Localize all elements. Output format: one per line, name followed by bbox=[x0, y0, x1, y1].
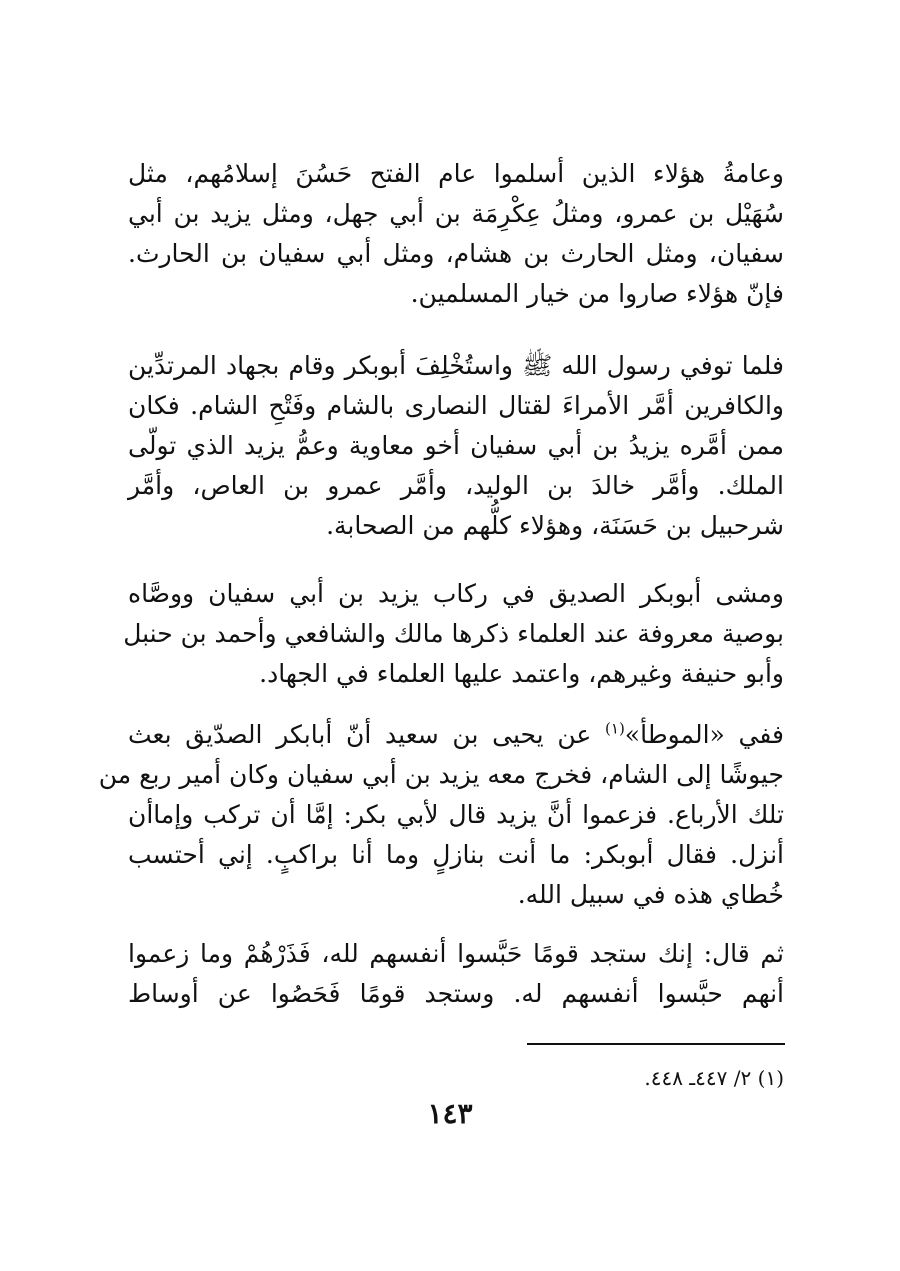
paragraph-line: أنزل. فقال أبوبكر: ما أنت بنازلٍ وما أنا براكبٍ. إني أحتسب bbox=[128, 840, 784, 869]
paragraph-line: فلما توفي رسول الله ﷺ واستُخْلِفَ أبوبكر وقام بجهاد المرتدِّين bbox=[128, 351, 784, 380]
paragraph-text: ففي «الموطأ» bbox=[624, 720, 784, 749]
paragraph-line: والكافرين أمَّر الأمراءَ لقتال النصارى بالشام وفَتْحِ الشام. فكان bbox=[128, 391, 784, 420]
paragraph-line: فإنّ هؤلاء صاروا من خيار المسلمين. bbox=[410, 279, 784, 308]
paragraph-line: وأبو حنيفة وغيرهم، واعتمد عليها العلماء في الجهاد. bbox=[259, 659, 784, 688]
paragraph-text: عن يحيى بن سعيد أنّ أبابكر الصدّيق بعث bbox=[128, 720, 606, 749]
paragraph-line: جيوشًا إلى الشام، فخرج معه يزيد بن أبي سفيان وكان أمير ربع من bbox=[98, 760, 784, 789]
paragraph-2 bbox=[128, 346, 784, 546]
paragraph-line: ثم قال: إنك ستجد قومًا حَبَّسوا أنفسهم لله، فَذَرْهُمْ وما زعموا bbox=[128, 939, 784, 968]
paragraph-line: ومشى أبوبكر الصديق في ركاب يزيد بن أبي سفيان ووصَّاه bbox=[128, 579, 784, 608]
paragraph-line: بوصية معروفة عند العلماء ذكرها مالك والشافعي وأحمد بن حنبل bbox=[123, 619, 784, 648]
paragraph-line: شرحبيل بن حَسَنَة، وهؤلاء كلُّهم من الصحابة. bbox=[326, 511, 784, 540]
paragraph-line: ممن أمَّره يزيدُ بن أبي سفيان أخو معاوية وعمُّ يزيد الذي تولّى bbox=[128, 431, 784, 460]
paragraph-line: وعامةُ هؤلاء الذين أسلموا عام الفتح حَسُنَ إسلامُهم، مثل bbox=[128, 159, 784, 188]
paragraph-line: أنهم حبَّسوا أنفسهم له. وستجد قومًا فَحَصُوا عن أوساط bbox=[128, 979, 784, 1008]
paragraph-line: سُهَيْل بن عمرو، ومثلُ عِكْرِمَة بن أبي جهل، ومثل يزيد بن أبي bbox=[128, 199, 784, 228]
footnote-reference[interactable]: (١) bbox=[605, 719, 625, 738]
paragraph-4 bbox=[98, 715, 784, 915]
paragraph-line: الملك. وأمَّر خالدَ بن الوليد، وأمَّر عمرو بن العاص، وأمَّر bbox=[128, 471, 784, 500]
paragraph-1 bbox=[128, 154, 784, 314]
paragraph-5 bbox=[128, 934, 784, 1014]
paragraph-line-with-footnote bbox=[128, 715, 784, 755]
footnote-divider bbox=[527, 1043, 785, 1045]
footnote: (١) ٢/ ٤٤٧ـ ٤٤٨. bbox=[644, 1066, 784, 1090]
paragraph-line: تلك الأرباع. فزعموا أنَّ يزيد قال لأبي بكر: إمَّا أن تركب وإماأن bbox=[128, 800, 784, 829]
paragraph-3 bbox=[123, 574, 784, 694]
page-number: ١٤٣ bbox=[427, 1097, 473, 1130]
paragraph-line: سفيان، ومثل الحارث بن هشام، ومثل أبي سفيان بن الحارث. bbox=[128, 239, 784, 268]
paragraph-line: خُطاي هذه في سبيل الله. bbox=[517, 880, 784, 909]
